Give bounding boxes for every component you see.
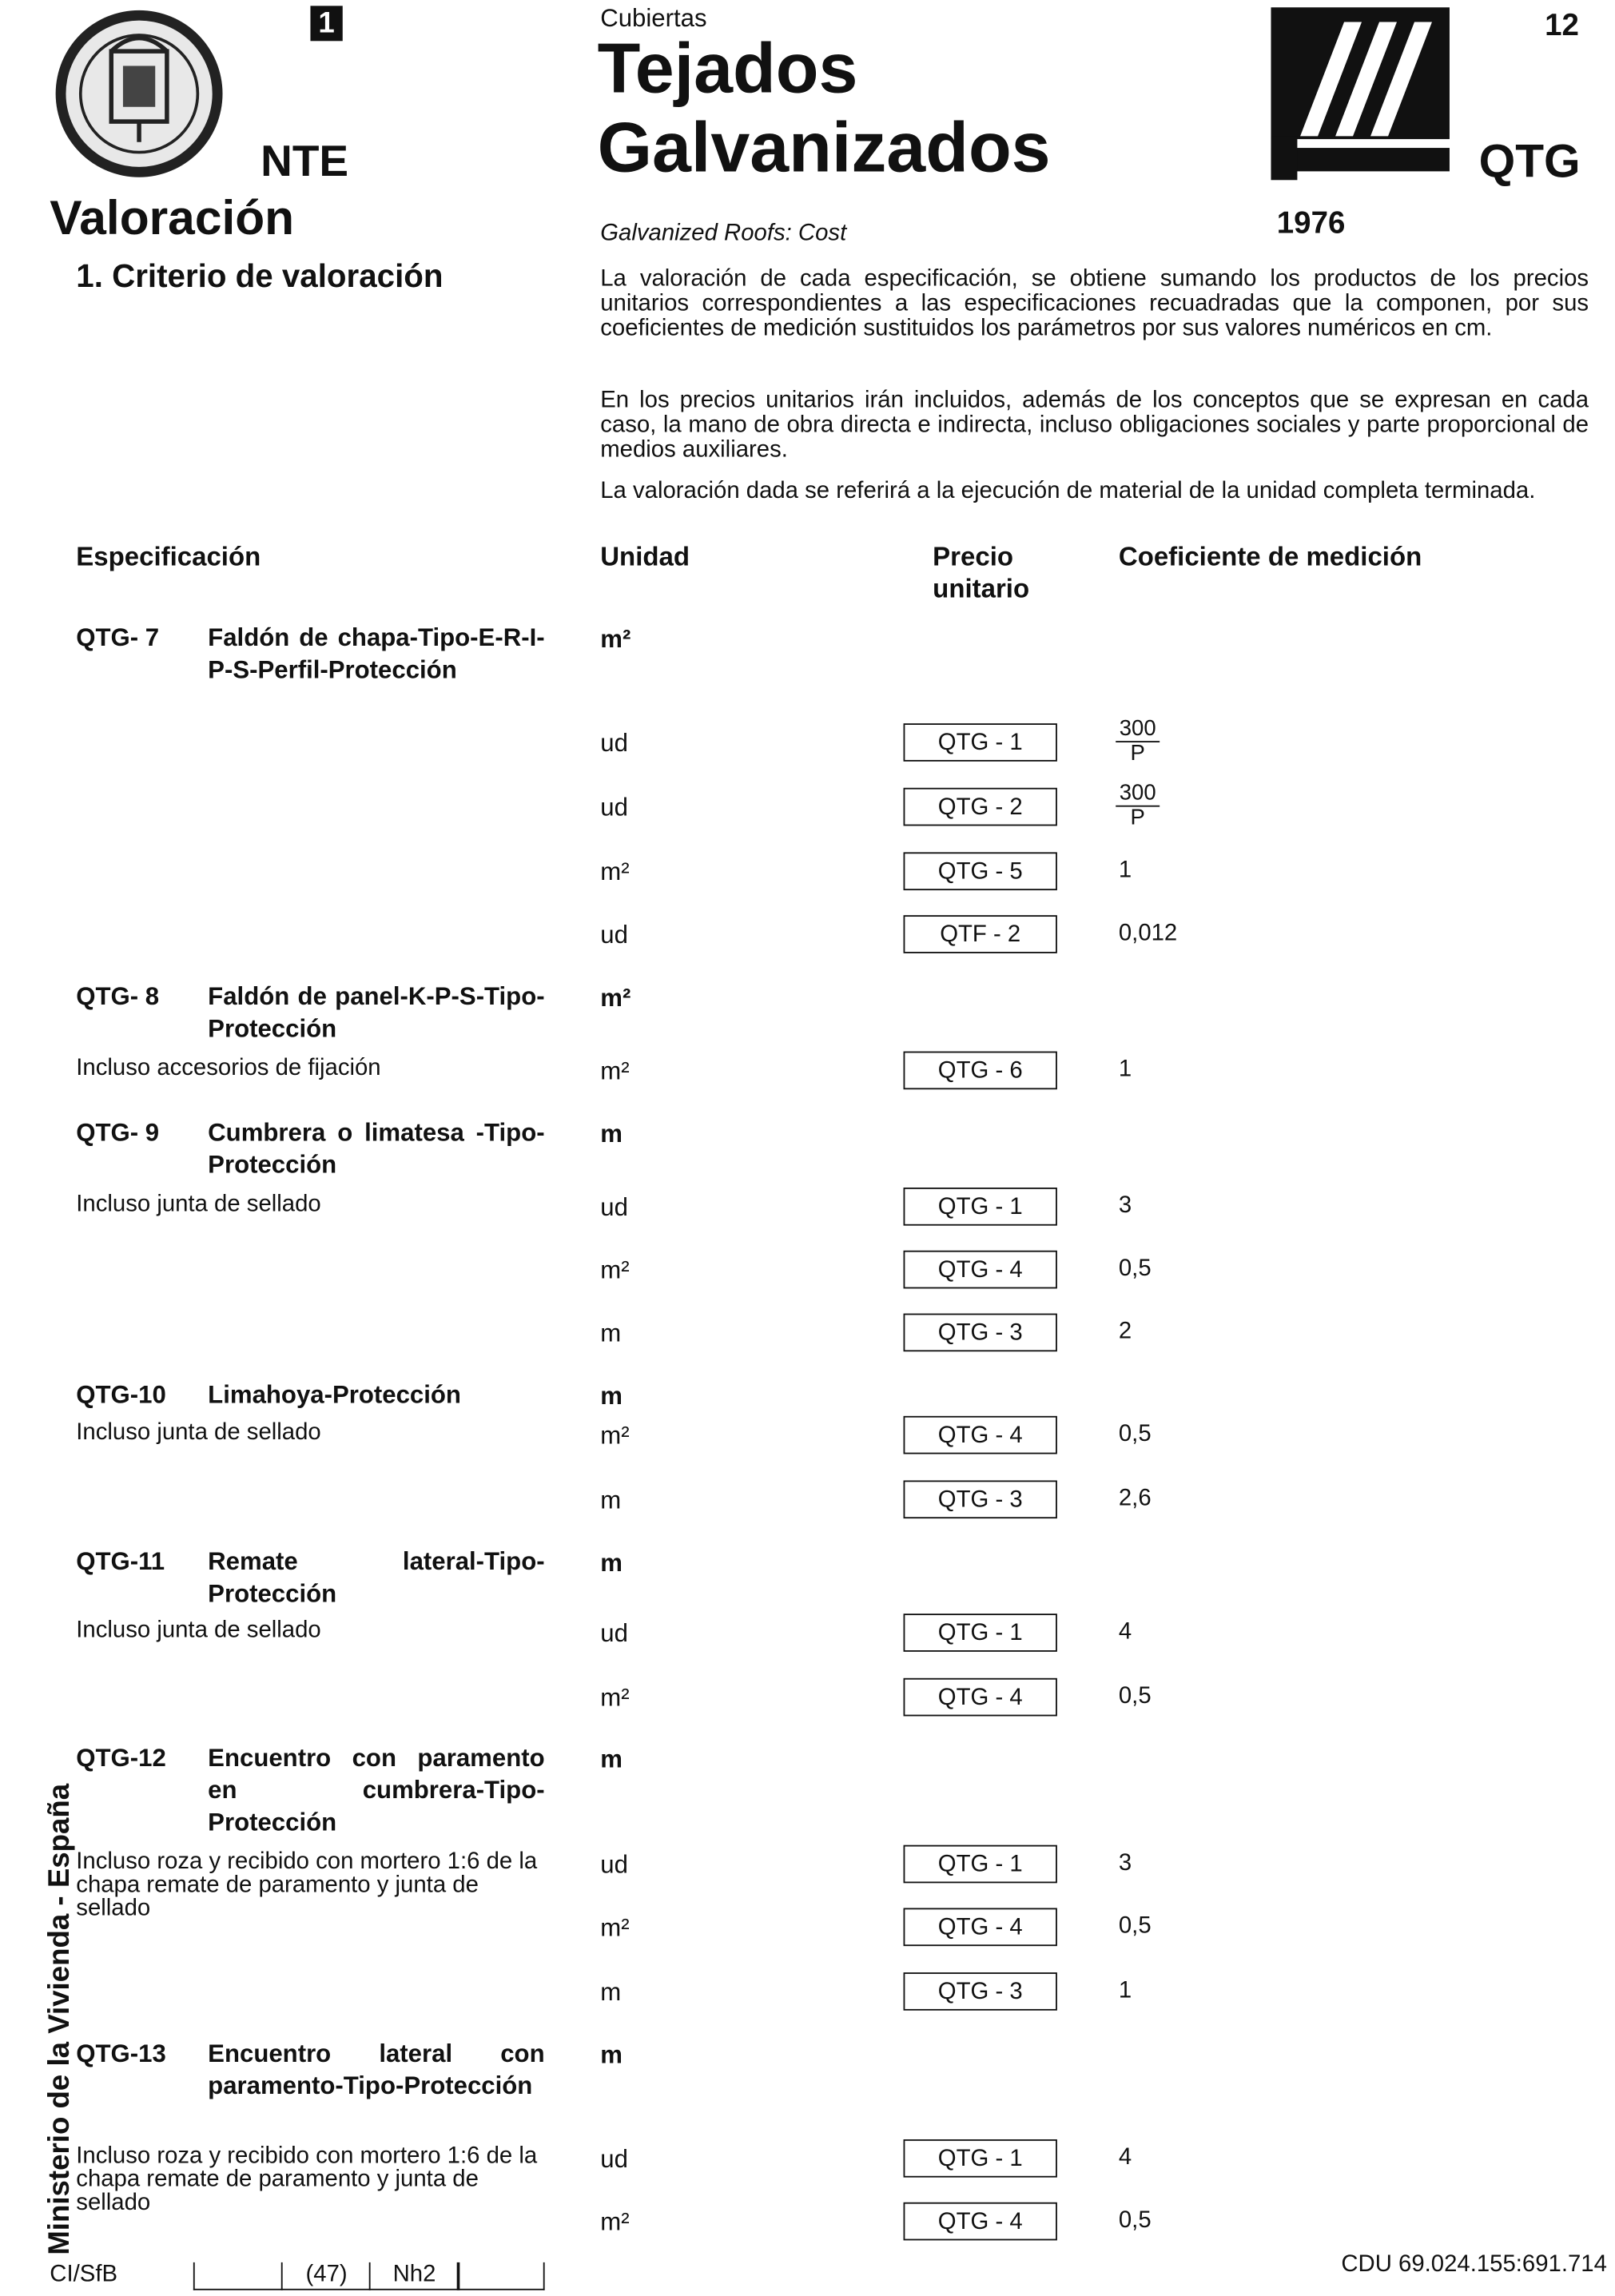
spec-unit: m [600,1382,623,1411]
coefficient-value: 3 [1118,1193,1132,1219]
component-unit: m [600,1978,622,2007]
component-unit: ud [600,729,628,758]
section-number-badge: 1 [310,6,342,41]
cisfb-box-1 [193,2262,283,2290]
spec-unit: m² [600,984,631,1013]
fraction-denominator: P [1130,805,1145,830]
component-unit: ud [600,794,628,822]
cdu-code: CDU 69.024.155:691.714 [1341,2252,1607,2278]
publication-year: 1976 [1276,206,1346,241]
coefficient-value: 0,012 [1118,921,1178,946]
unit-price-box: QTG - 1 [904,2139,1057,2178]
spec-name: Faldón de chapa-Tipo-E-R-I-P-S-Perfil-Protección [208,623,545,684]
spec-name: Encuentro con paramento en cumbrera-Tipo-Protección [208,1744,545,1836]
coefficient-value: 0,5 [1118,1684,1152,1709]
roof-logo-icon [1271,7,1450,180]
spec-name: Faldón de panel-K-P-S-Tipo-Protección [208,982,545,1043]
criterio-heading: 1. Criterio de valoración [76,257,444,295]
coefficient-value: 1 [1118,1056,1132,1083]
spec-code: QTG- 9 [76,1118,160,1147]
unit-price-box: QTG - 1 [904,1845,1057,1884]
spec-note: Incluso junta de sellado [76,1618,321,1643]
spec-note: Incluso roza y recibido con mortero 1:6 de la chapa remate de paramento y junta de sellado [76,1849,538,1921]
cisfb-code-2: Nh2 [392,2262,436,2288]
coefficient-value: 2 [1118,1319,1132,1345]
coefficient-value: 0,5 [1118,1256,1152,1282]
criterio-paragraph-2: En los precios unitarios irán incluidos, además de los conceptos que se expresan en cada caso, la mano de obra directa e indirecta, incluso obligaciones sociales y parte proporcional de medios auxiliares. [600,388,1589,464]
spec-code: QTG- 7 [76,623,160,652]
category-label: Cubiertas [600,4,707,33]
unit-price-box: QTG - 4 [904,1251,1057,1289]
nte-label: NTE [261,137,349,186]
component-unit: ud [600,921,628,949]
fraction-denominator: P [1130,741,1145,766]
column-header-spec: Especificación [76,541,261,571]
component-unit: ud [600,2145,628,2174]
spec-name: Remate lateral-Tipo-Protección [208,1547,545,1608]
spec-code: QTG- 8 [76,982,160,1011]
unit-price-box: QTG - 3 [904,1972,1057,2011]
coefficient-value: 0,5 [1118,1422,1152,1447]
coefficient-value: 0,5 [1118,2208,1152,2234]
cisfb-box-4 [457,2262,545,2290]
component-unit: m² [600,1684,630,1712]
unit-price-box: QTF - 2 [904,915,1057,953]
spec-note: Incluso junta de sellado [76,1192,321,1217]
spec-code: QTG-10 [76,1380,166,1409]
coefficient-fraction [1116,782,1160,830]
fraction-numerator: 300 [1116,718,1160,742]
column-header-coef: Coeficiente de medición [1118,541,1422,571]
component-unit: m² [600,2208,630,2236]
spec-code: QTG-12 [76,1744,166,1773]
spec-note: Incluso roza y recibido con mortero 1:6 de la chapa remate de paramento y junta de sellado [76,2143,538,2216]
unit-price-box: QTG - 4 [904,1416,1057,1454]
sheet-number: 12 [1545,8,1579,43]
component-unit: ud [600,1619,628,1648]
unit-price-box: QTG - 1 [904,723,1057,762]
component-unit: m² [600,1256,630,1284]
cisfb-code-1: (47) [305,2262,348,2288]
coefficient-value: 4 [1118,1619,1132,1645]
spec-name: Cumbrera o limatesa -Tipo-Protección [208,1118,545,1180]
spec-unit: m [600,2041,623,2070]
spec-code: QTG-11 [76,1547,165,1576]
criterio-paragraph-1: La valoración de cada especificación, se obtiene sumando los productos de los precios unitarios correspondientes a las especificaciones recuadradas que la componen, por sus coeficientes de medición sustituidos los parámetros por sus valores numéricos en cm. [600,266,1589,341]
cisfb-box-2 [281,2262,371,2290]
unit-price-box: QTG - 5 [904,852,1057,890]
column-header-price: Precio unitario [933,541,1030,603]
ministry-vertical-label: Ministerio de la Vivienda - España [43,1783,77,2255]
component-unit: m² [600,1913,630,1942]
page-title-line1: Tejados [597,30,858,109]
unit-price-box: QTG - 3 [904,1480,1057,1518]
cisfb-box-3 [369,2262,460,2290]
spec-note: Incluso junta de sellado [76,1420,321,1446]
coefficient-fraction [1116,715,1160,766]
spec-unit: m² [600,625,631,654]
coefficient-value: 1 [1118,1978,1132,2004]
spec-unit: m [600,1745,623,1773]
standard-code: QTG [1478,134,1581,188]
coefficient-value: 3 [1118,1851,1132,1876]
section-title: Valoración [50,190,295,245]
spec-name: Encuentro lateral con paramento-Tipo-Protección [208,2039,545,2100]
unit-price-box: QTG - 4 [904,2202,1057,2241]
unit-price-box: QTG - 6 [904,1052,1057,1090]
component-unit: ud [600,1851,628,1879]
cisfb-label: CI/SfB [50,2262,118,2288]
coat-of-arms-seal-icon [50,7,229,180]
component-unit: m² [600,1056,630,1085]
unit-price-box: QTG - 2 [904,788,1057,826]
unit-price-box: QTG - 4 [904,1678,1057,1717]
component-unit: m [600,1486,622,1514]
unit-price-box: QTG - 1 [904,1188,1057,1226]
component-unit: m² [600,858,630,886]
page-title-line2: Galvanizados [597,109,1051,188]
unit-price-box: QTG - 3 [904,1314,1057,1352]
column-header-unit: Unidad [600,541,690,571]
component-unit: ud [600,1193,628,1222]
fraction-numerator: 300 [1116,782,1160,806]
spec-unit: m [600,1120,623,1148]
coefficient-value: 4 [1118,2145,1132,2171]
coefficient-value: 2,6 [1118,1486,1152,1511]
spec-name: Limahoya-Protección [208,1380,461,1409]
spec-unit: m [600,1549,623,1578]
coefficient-value: 1 [1118,858,1132,883]
unit-price-box: QTG - 4 [904,1908,1057,1946]
unit-price-box: QTG - 1 [904,1614,1057,1652]
spec-note: Incluso accesorios de fijación [76,1056,381,1081]
spec-code: QTG-13 [76,2039,166,2068]
english-subtitle: Galvanized Roofs: Cost [600,221,847,246]
component-unit: m [600,1319,622,1347]
component-unit: m² [600,1422,630,1450]
coefficient-value: 0,5 [1118,1913,1152,1939]
criterio-paragraph-3: La valoración dada se referirá a la ejecución de material de la unidad completa terminada. [600,479,1536,504]
